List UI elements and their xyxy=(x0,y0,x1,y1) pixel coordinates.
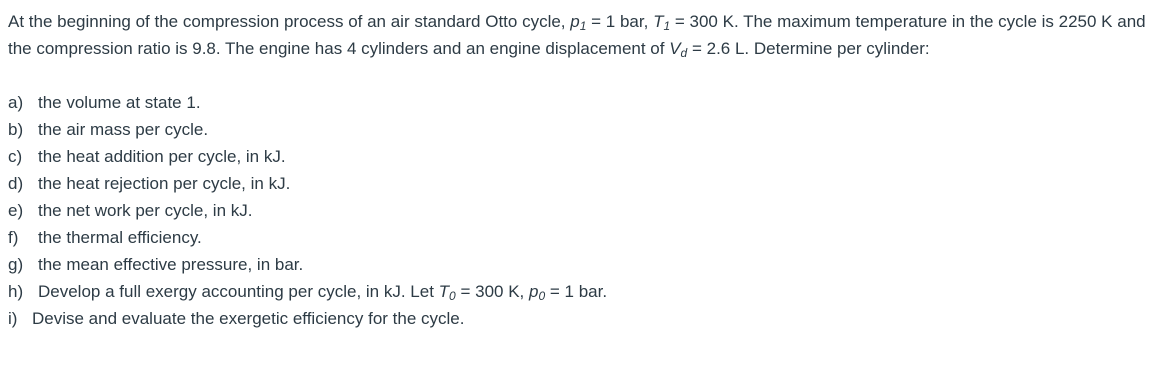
item-marker: a) xyxy=(8,93,24,112)
item-text: the heat rejection per cycle, in kJ. xyxy=(38,174,291,193)
item-marker: i) xyxy=(8,309,18,328)
item-text: the mean effective pressure, in bar. xyxy=(38,255,304,274)
displacement-symbol xyxy=(669,39,687,58)
item-marker: e) xyxy=(8,201,24,220)
dead-state-pressure-symbol xyxy=(529,282,545,301)
pressure-subscript: 1 xyxy=(579,19,587,33)
intro-text-2: = 1 bar, xyxy=(586,12,654,31)
dead-state-pressure-subscript: 0 xyxy=(538,289,546,303)
intro-text-3: = 300 K. The maximum temperature in the cycle is 2250 K and the compression ratio is 9.8. The engine has 4 cylinders and an engine displacement of xyxy=(8,12,1146,58)
list-item xyxy=(8,251,1156,278)
item-text: the air mass per cycle. xyxy=(38,120,209,139)
pressure-symbol xyxy=(570,12,586,31)
item-text: Devise and evaluate the exergetic efficiency for the cycle. xyxy=(32,309,465,328)
item-marker: g) xyxy=(8,255,24,274)
item-marker: d) xyxy=(8,174,24,193)
intro-text-4: = 2.6 L. Determine per cylinder: xyxy=(687,39,930,58)
displacement-subscript: d xyxy=(680,46,688,60)
problem-intro xyxy=(8,8,1156,62)
item-text-continued: = 300 K, xyxy=(455,282,529,301)
item-marker: c) xyxy=(8,147,23,166)
displacement-letter: V xyxy=(669,39,681,58)
dead-state-temperature-subscript: 0 xyxy=(449,289,456,303)
pressure-letter: p xyxy=(570,12,580,31)
list-item xyxy=(8,89,1156,116)
item-text: the net work per cycle, in kJ. xyxy=(38,201,253,220)
list-item xyxy=(8,143,1156,170)
list-item xyxy=(8,170,1156,197)
item-marker: h) xyxy=(8,282,24,301)
dead-state-temperature-symbol xyxy=(439,282,456,301)
item-text: Develop a full exergy accounting per cycle, in kJ. Let xyxy=(38,282,439,301)
item-text: the thermal efficiency. xyxy=(38,228,202,247)
temperature-subscript: 1 xyxy=(663,19,671,33)
item-text: the volume at state 1. xyxy=(38,93,201,112)
problem-statement xyxy=(8,8,1156,332)
list-item xyxy=(8,116,1156,143)
list-item xyxy=(8,305,1156,332)
item-marker: f) xyxy=(8,228,19,247)
temperature-symbol xyxy=(653,12,670,31)
list-item xyxy=(8,278,1156,305)
item-text-end: = 1 bar. xyxy=(545,282,608,301)
temperature-letter: T xyxy=(653,12,664,31)
dead-state-pressure-letter: p xyxy=(528,282,539,301)
item-marker: b) xyxy=(8,120,24,139)
intro-text-1: At the beginning of the compression process of an air standard Otto cycle, xyxy=(8,12,571,31)
dead-state-temperature-letter: T xyxy=(438,282,450,301)
item-text: the heat addition per cycle, in kJ. xyxy=(38,147,286,166)
list-item xyxy=(8,197,1156,224)
list-item xyxy=(8,224,1156,251)
question-parts-list xyxy=(8,89,1156,332)
